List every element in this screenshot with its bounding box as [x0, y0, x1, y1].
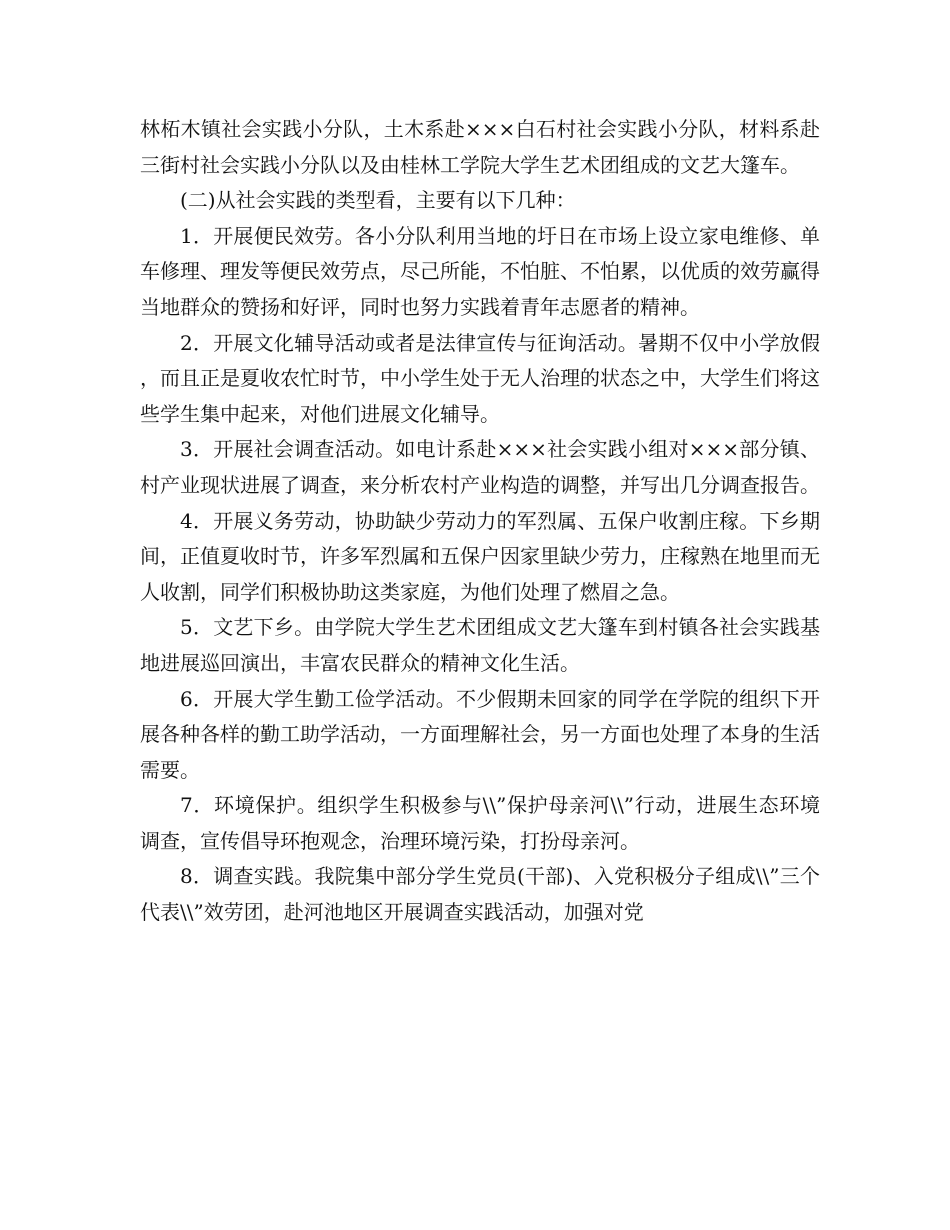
- paragraph-item-4: 4．开展义务劳动，协助缺少劳动力的军烈属、五保户收割庄稼。下乡期间，正值夏收时节，许多军烈属和五保户因家里缺少劳力，庄稼熟在地里而无人收割，同学们积极协助这类家庭，为他们处理了燃眉之急。: [140, 508, 820, 604]
- paragraph-item-2: 2．开展文化辅导活动或者是法律宣传与征询活动。暑期不仅中小学放假，而且正是夏收农忙时节，中小学生处于无人治理的状态之中，大学生们将这些学生集中起来，对他们进展文化辅导。: [140, 330, 820, 426]
- paragraph-item-8: 8．调查实践。我院集中部分学生党员(干部)、入党积极分子组成\\”三个代表\\”效劳团，赴河池地区开展调查实践活动，加强对党: [140, 864, 820, 925]
- paragraph-item-1: 1．开展便民效劳。各小分队利用当地的圩日在市场上设立家电维修、单车修理、理发等便民效劳点，尽己所能，不怕脏、不怕累，以优质的效劳赢得当地群众的赞扬和好评，同时也努力实践着青年志愿者的精神。: [140, 223, 820, 319]
- paragraph-item-6: 6．开展大学生勤工俭学活动。不少假期未回家的同学在学院的组织下开展各种各样的勤工助学活动，一方面理解社会，另一方面也处理了本身的生活需要。: [140, 686, 820, 782]
- paragraph-item-3: 3．开展社会调查活动。如电计系赴×××社会实践小组对×××部分镇、村产业现状进展了调查，来分析农村产业构造的调整，并写出几分调查报告。: [140, 437, 820, 497]
- paragraph-section-heading: (二)从社会实践的类型看，主要有以下几种：: [180, 188, 576, 213]
- paragraph-item-5: 5．文艺下乡。由学院大学生艺术团组成文艺大篷车到村镇各社会实践基地进展巡回演出，丰富农民群众的精神文化生活。: [140, 615, 820, 675]
- paragraph-continuation: 林柘木镇社会实践小分队，土木系赴×××白石村社会实践小分队，材料系赴三街村社会实践小分队以及由桂林工学院大学生艺术团组成的文艺大篷车。: [140, 117, 820, 177]
- document-body: [140, 112, 820, 931]
- paragraph-item-7: 7．环境保护。组织学生积极参与\\”保护母亲河\\”行动，进展生态环境调查，宣传倡导环抱观念，治理环境污染，打扮母亲河。: [140, 793, 820, 853]
